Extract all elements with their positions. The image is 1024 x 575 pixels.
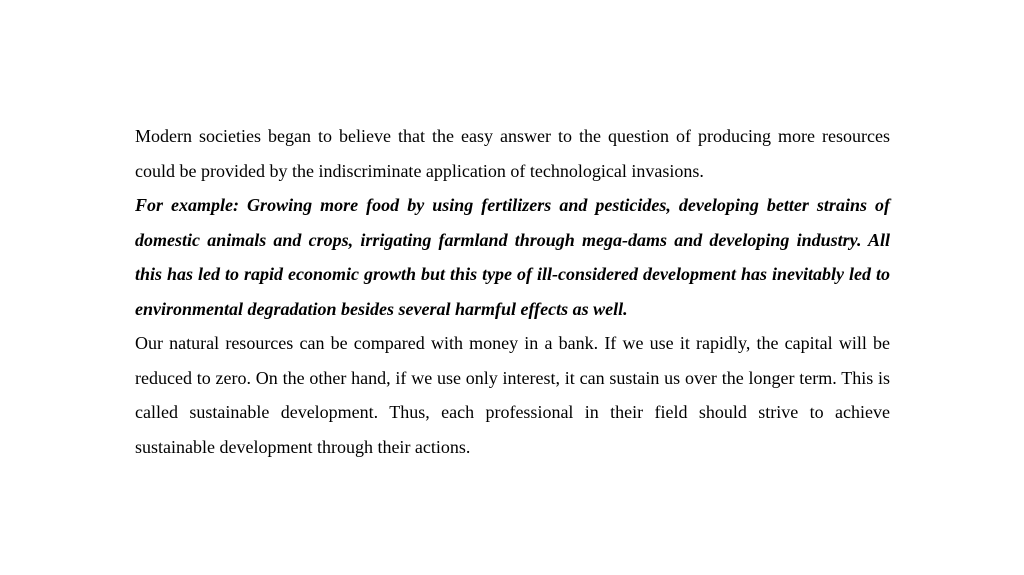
paragraph-intro: Modern societies began to believe that the easy answer to the question of producing more resources could be provided by the indiscriminate application of technological invasions. [135, 126, 890, 181]
paragraph-example: For example: Growing more food by using fertilizers and pesticides, developing better strains of domestic animals and crops, irrigating farmland through mega-dams and developing industry. All this has led to rapid economic growth but this type of ill-considered development has inevitably led to environmental degradation besides several harmful effects as well. [135, 195, 890, 319]
paragraph-sustainable-development: Our natural resources can be compared with money in a bank. If we use it rapidly, the capital will be reduced to zero. On the other hand, if we use only interest, it can sustain us over the longer term. This is called sustainable development. Thus, each professional in their field should strive to achieve sustainable development through their actions. [135, 333, 890, 457]
body-text [135, 119, 890, 464]
